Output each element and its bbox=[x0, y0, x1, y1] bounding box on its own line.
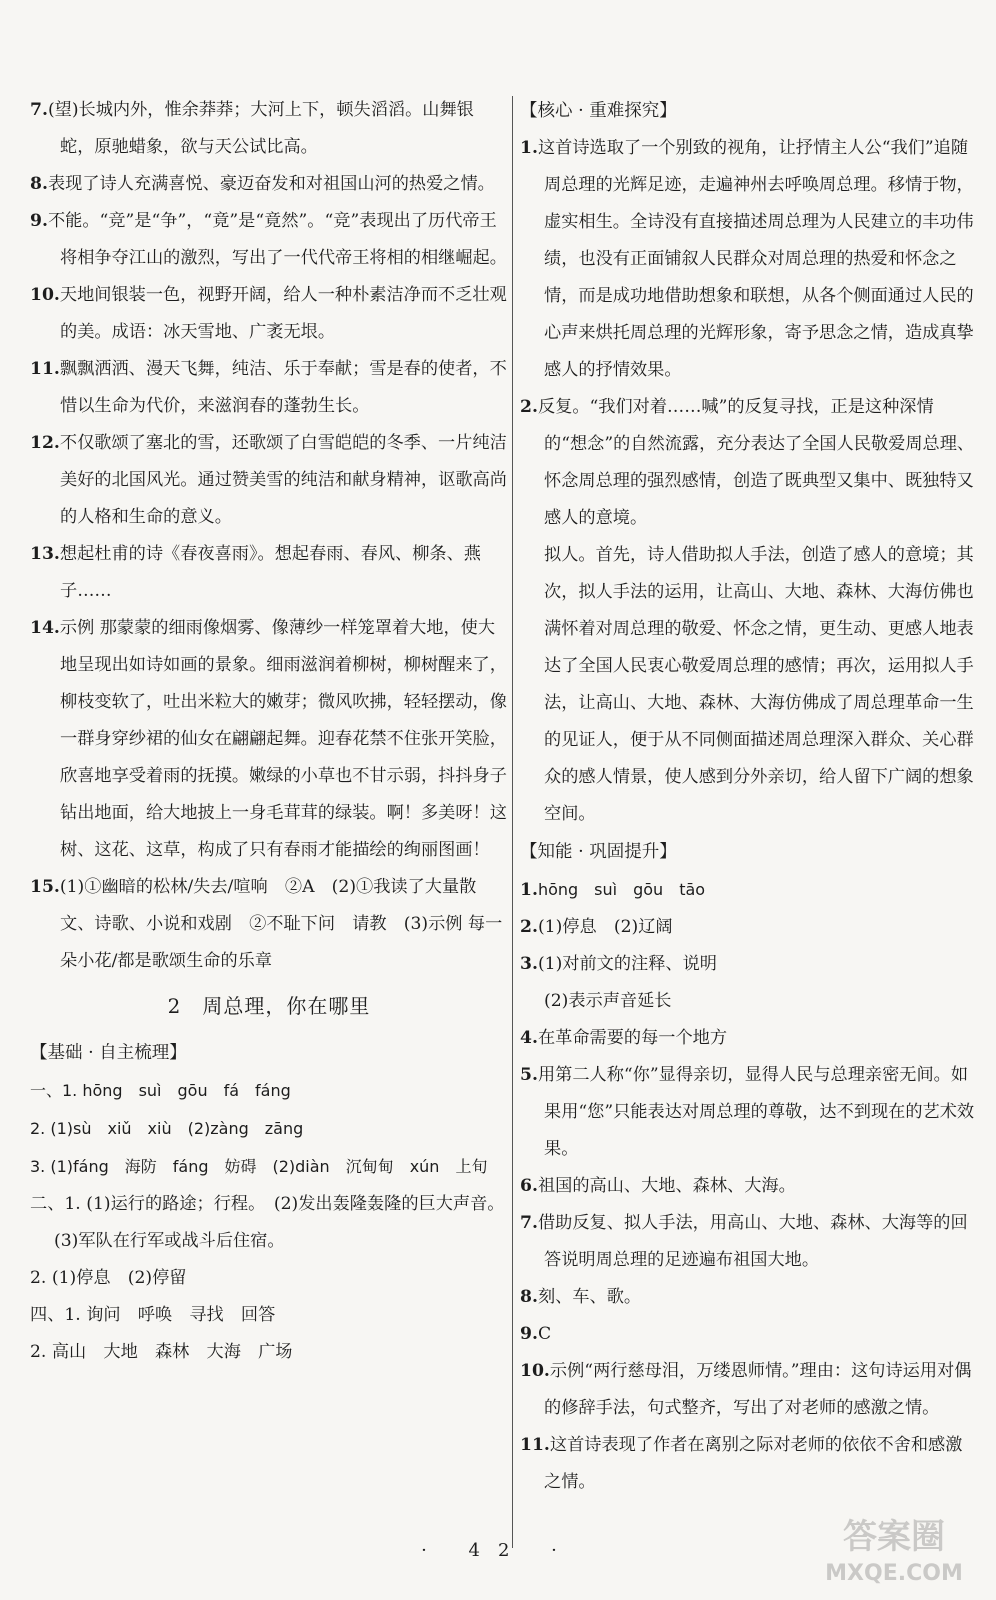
item-number: 8. bbox=[30, 174, 48, 194]
item-text: 3. (1)fáng 海防 fáng 妨碍 (2)diàn 沉甸甸 xún 上旬 bbox=[30, 1157, 488, 1176]
section-label: 基础 · 自主梳理 bbox=[47, 1043, 170, 1063]
bracket-close: 】 bbox=[659, 101, 677, 121]
answer-list-top bbox=[30, 92, 508, 980]
item-text: 四、1. 询问 呼唤 寻找 回答 bbox=[30, 1305, 276, 1325]
bracket-open: 【 bbox=[30, 1043, 48, 1063]
item-number: 9. bbox=[520, 1324, 538, 1344]
item-number: 6. bbox=[520, 1176, 538, 1196]
answer-item-14 bbox=[30, 610, 508, 869]
answer-item-12 bbox=[30, 425, 508, 536]
answer-item-11 bbox=[30, 351, 508, 425]
section-heading-basics bbox=[30, 1034, 508, 1072]
watermark-text-url: MXQE.COM bbox=[825, 1561, 963, 1586]
skills-item-8 bbox=[520, 1279, 976, 1316]
item-number: 9. bbox=[30, 211, 48, 231]
item-number: 2. bbox=[520, 397, 538, 417]
skills-list bbox=[520, 871, 976, 1501]
item-text: 不能。“竞”是“争”，“竟”是“竟然”。“竞”表现出了历代帝王将相争夺江山的激烈，写出了一代代帝王将相的相继崛起。 bbox=[47, 211, 507, 268]
section-heading-core bbox=[520, 92, 976, 130]
item-text: 示例 那蒙蒙的细雨像烟雾、像薄纱一样笼罩着大地，使大地呈现出如诗如画的景象。细雨滋润着柳树，柳树醒来了，柳枝变软了，吐出米粒大的嫩芽；微风吹拂，轻轻摆动，像一群身穿纱裙的仙女在翩翩起舞。迎春花禁不住张开笑脸，欣喜地享受着雨的抚摸。嫩绿的小草也不甘示弱，抖抖身子钻出地面，给大地披上一身毛茸茸的绿装。啊！多美呀！这树、这花、这草，构成了只有春雨才能描绘的绚丽图画！ bbox=[59, 618, 507, 860]
item-text: (望)长城内外，惟余莽莽；大河上下，顿失滔滔。山舞银蛇，原驰蜡象，欲与天公试比高。 bbox=[47, 100, 474, 157]
item-text: 表现了诗人充满喜悦、豪迈奋发和对祖国山河的热爱之情。 bbox=[47, 174, 495, 194]
basics-list bbox=[30, 1072, 514, 1371]
item-text: 想起杜甫的诗《春夜喜雨》。想起春雨、春风、柳条、燕子…… bbox=[59, 544, 481, 601]
bracket-close: 】 bbox=[659, 842, 677, 862]
right-column bbox=[520, 92, 976, 1501]
item-text: 飘飘洒洒、漫天飞舞，纯洁、乐于奉献；雪是春的使者，不惜以生命为代价，来滋润春的蓬勃生长。 bbox=[59, 359, 507, 416]
basics-item bbox=[30, 1334, 508, 1371]
item-number: 4. bbox=[520, 1028, 538, 1048]
core-item-2 bbox=[520, 389, 976, 537]
item-number: 7. bbox=[520, 1213, 538, 1233]
basics-item bbox=[30, 1297, 508, 1334]
skills-item-4 bbox=[520, 1020, 976, 1057]
answer-item-10 bbox=[30, 277, 508, 351]
lesson-title: 2 周总理，你在哪里 bbox=[167, 994, 371, 1018]
item-text: 2. (1)sù xiǔ xiù (2)zàng zāng bbox=[30, 1119, 304, 1138]
column-divider bbox=[512, 96, 513, 1548]
section-label: 核心 · 重难探究 bbox=[537, 101, 660, 121]
item-number: 2. bbox=[520, 917, 538, 937]
item-text: 在革命需要的每一个地方 bbox=[537, 1028, 728, 1048]
item-text: 不仅歌颂了塞北的雪，还歌颂了白雪皑皑的冬季、一片纯洁美好的北国风光。通过赞美雪的纯洁和献身精神，讴歌高尚的人格和生命的意义。 bbox=[59, 433, 507, 527]
item-number: 5. bbox=[520, 1065, 538, 1085]
skills-item-1 bbox=[520, 871, 976, 909]
bracket-open: 【 bbox=[520, 842, 538, 862]
item-text: 反复。“我们对着……喊”的反复寻找，正是这种深情的“想念”的自然流露，充分表达了全国人民敬爱周总理、怀念周总理的强烈感情，创造了既典型又集中、既独特又感人的意境。 bbox=[537, 397, 975, 528]
item-text: 2. (1)停息 (2)停留 bbox=[30, 1268, 187, 1288]
skills-item-3-sub: (2)表示声音延长 bbox=[544, 991, 672, 1011]
skills-item-10 bbox=[520, 1353, 976, 1427]
left-column bbox=[30, 92, 514, 1371]
core-item-2-paragraph: 拟人。首先，诗人借助拟人手法，创造了感人的意境；其次，拟人手法的运用，让高山、大地、森林、大海仿佛也满怀着对周总理的敬爱、怀念之情，更生动、更感人地表达了全国人民衷心敬爱周总理的感情；再次，运用拟人手法，让高山、大地、森林、大海仿佛成了周总理革命一生的见证人，便于从不同侧面描述周总理深入群众、关心群众的感人情景，使人感到分外亲切，给人留下广阔的想象空间。 bbox=[544, 545, 974, 824]
basics-item bbox=[30, 1072, 508, 1110]
item-text: (1)停息 (2)辽阔 bbox=[537, 917, 673, 937]
item-text: 刻、车、歌。 bbox=[537, 1287, 642, 1307]
page-number-value: 42 bbox=[468, 1540, 528, 1561]
item-text: 2. 高山 大地 森林 大海 广场 bbox=[30, 1342, 293, 1362]
answer-item-8 bbox=[30, 166, 508, 203]
answer-item-9 bbox=[30, 203, 508, 277]
basics-item bbox=[30, 1110, 508, 1148]
bracket-open: 【 bbox=[520, 101, 538, 121]
item-number: 12. bbox=[30, 433, 60, 453]
item-number: 8. bbox=[520, 1287, 538, 1307]
item-number: 14. bbox=[30, 618, 60, 638]
answer-item-15 bbox=[30, 869, 508, 980]
item-number: 7. bbox=[30, 100, 48, 120]
page-number: · 42 · bbox=[421, 1540, 575, 1561]
item-text: 这首诗表现了作者在离别之际对老师的依依不舍和感激之情。 bbox=[544, 1435, 963, 1492]
answer-item-13 bbox=[30, 536, 508, 610]
item-number: 1. bbox=[520, 138, 538, 158]
item-text: (1)①幽暗的松林/失去/喧响 ②A (2)①我读了大量散文、诗歌、小说和戏剧 ②不耻下问 请教 (3)示例 每一朵小花/都是歌颂生命的乐章 bbox=[59, 877, 503, 971]
item-number: 15. bbox=[30, 877, 60, 897]
item-text: 借助反复、拟人手法，用高山、大地、森林、大海等的回答说明周总理的足迹遍布祖国大地。 bbox=[537, 1213, 968, 1270]
skills-item-11 bbox=[520, 1427, 976, 1501]
item-number: 10. bbox=[520, 1361, 550, 1381]
item-text: 天地间银装一色，视野开阔，给人一种朴素洁净而不乏壮观的美。成语：冰天雪地、广袤无垠。 bbox=[59, 285, 507, 342]
skills-item-2 bbox=[520, 909, 976, 946]
item-number: 1. bbox=[520, 880, 538, 900]
item-text: 祖国的高山、大地、森林、大海。 bbox=[537, 1176, 796, 1196]
item-text: C bbox=[537, 1324, 552, 1344]
item-number: 11. bbox=[520, 1435, 550, 1455]
section-heading-skills bbox=[520, 833, 976, 871]
item-text: 这首诗选取了一个别致的视角，让抒情主人公“我们”追随周总理的光辉足迹，走遍神州去呼唤周总理。移情于物，虚实相生。全诗没有直接描述周总理为人民建立的丰功伟绩，也没有正面铺叙人民群众对周总理的热爱和怀念之情，而是成功地借助想象和联想，从各个侧面通过人民的心声来烘托周总理的光辉形象，寄予思念之情，造成真挚感人的抒情效果。 bbox=[537, 138, 974, 380]
answer-item-7 bbox=[30, 92, 508, 166]
skills-item-9 bbox=[520, 1316, 976, 1353]
watermark-logo bbox=[814, 1508, 974, 1590]
item-text: 用第二人称“你”显得亲切，显得人民与总理亲密无间。如果用“您”只能表达对周总理的尊敬，达不到现在的艺术效果。 bbox=[537, 1065, 975, 1159]
item-text: 二、1. (1)运行的路途；行程。 (2)发出轰隆轰隆的巨大声音。 (3)军队在行军或战斗后住宿。 bbox=[30, 1194, 514, 1251]
skills-item-7 bbox=[520, 1205, 976, 1279]
core-item-1 bbox=[520, 130, 976, 389]
item-number: 13. bbox=[30, 544, 60, 564]
item-number: 10. bbox=[30, 285, 60, 305]
skills-item-3 bbox=[520, 946, 976, 983]
skills-item-6 bbox=[520, 1168, 976, 1205]
basics-item bbox=[30, 1260, 508, 1297]
item-text: 示例“两行慈母泪，万缕恩师情。”理由：这句诗运用对偶的修辞手法，句式整齐，写出了对老师的感激之情。 bbox=[544, 1361, 972, 1418]
item-text: 一、1. hōng suì gōu fá fáng bbox=[30, 1081, 291, 1100]
section-label: 知能 · 巩固提升 bbox=[537, 842, 660, 862]
skills-item-5 bbox=[520, 1057, 976, 1168]
basics-item bbox=[30, 1186, 514, 1260]
watermark-text-main: 答案圈 bbox=[843, 1517, 945, 1557]
basics-item bbox=[30, 1148, 508, 1186]
item-text: hōng suì gōu tāo bbox=[537, 880, 706, 899]
item-text: (1)对前文的注释、说明 bbox=[537, 954, 717, 974]
item-number: 3. bbox=[520, 954, 538, 974]
bracket-close: 】 bbox=[169, 1043, 187, 1063]
item-number: 11. bbox=[30, 359, 60, 379]
